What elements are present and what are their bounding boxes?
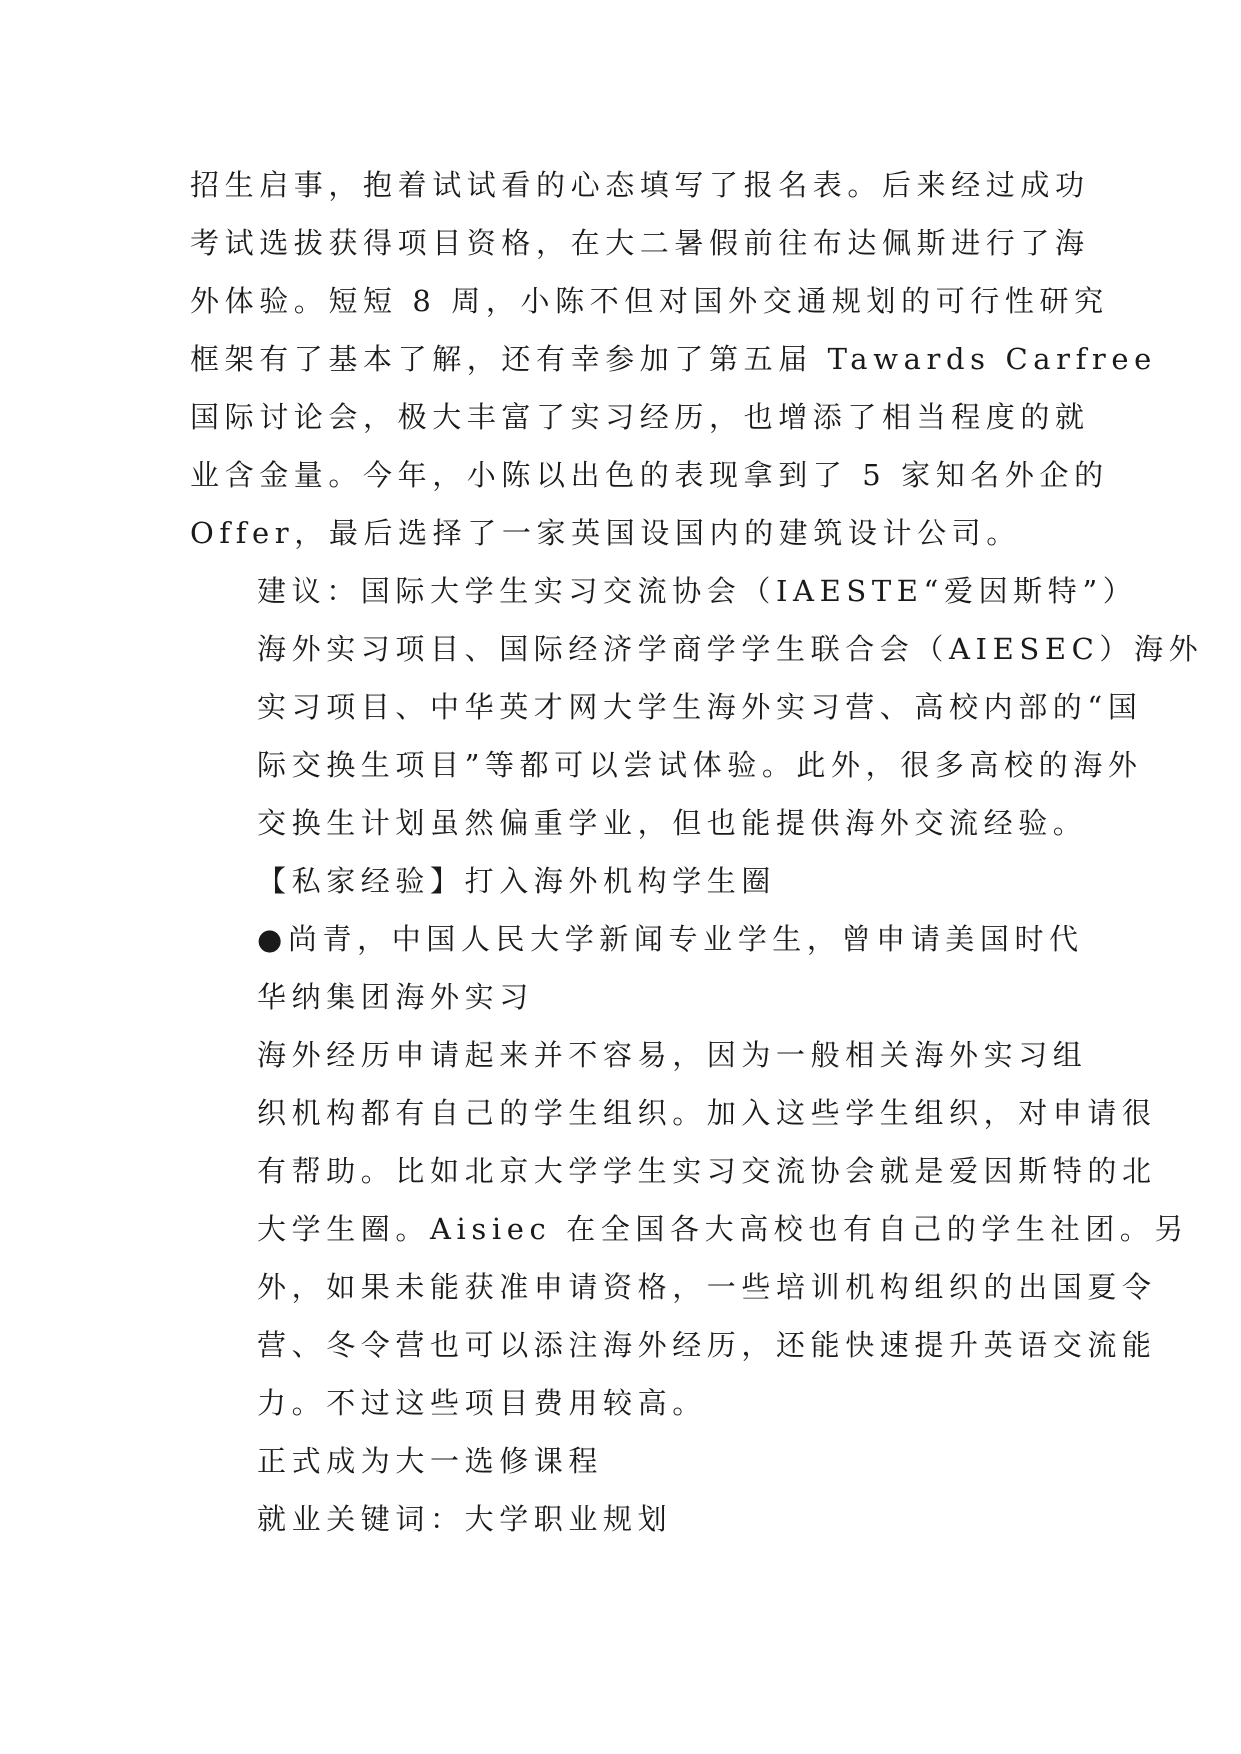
text-line: 营、冬令营也可以添注海外经历，还能快速提升英语交流能 — [257, 1328, 1157, 1362]
text-line: 就业关键词：大学职业规划 — [257, 1502, 673, 1536]
text-line: 建议：国际大学生实习交流协会（IAESTE“爱因斯特”） — [257, 574, 1138, 608]
paragraph-profile — [190, 910, 1084, 1026]
paragraph-experience — [190, 1026, 1189, 1432]
text-line: 国际讨论会，极大丰富了实习经历，也增添了相当程度的就 — [190, 400, 1090, 434]
text-line: 华纳集团海外实习 — [257, 980, 534, 1014]
section-keyword — [190, 1490, 1070, 1548]
text-line: 海外经历申请起来并不容易，因为一般相关海外实习组 — [257, 1038, 1088, 1072]
text-line: 力。不过这些项目费用较高。 — [257, 1386, 707, 1420]
paragraph-suggestion — [190, 562, 1204, 852]
text-line: 【私家经验】打入海外机构学生圈 — [257, 864, 777, 898]
text-line: 际交换生项目”等都可以尝试体验。此外，很多高校的海外 — [257, 748, 1143, 782]
text-line: 实习项目、中华英才网大学生海外实习营、高校内部的“国 — [257, 690, 1143, 724]
text-line: 外，如果未能获准申请资格，一些培训机构组织的出国夏令 — [257, 1270, 1157, 1304]
text-line: 框架有了基本了解，还有幸参加了第五届 Tawards Carfree — [190, 342, 1157, 376]
paragraph-story — [190, 156, 1157, 562]
text-line: 海外实习项目、国际经济学商学学生联合会（AIESEC）海外 — [257, 632, 1204, 666]
text-line: ●尚青，中国人民大学新闻专业学生，曾申请美国时代 — [257, 922, 1084, 956]
text-line: 正式成为大一选修课程 — [257, 1444, 604, 1478]
text-line: 招生启事，抱着试试看的心态填写了报名表。后来经过成功 — [190, 168, 1090, 202]
text-line: 大学生圈。Aisiec 在全国各大高校也有自己的学生社团。另 — [257, 1212, 1189, 1246]
document-body — [190, 156, 1204, 1548]
text-line: 有帮助。比如北京大学学生实习交流协会就是爱因斯特的北 — [257, 1154, 1157, 1188]
text-line: 业含金量。今年，小陈以出色的表现拿到了 5 家知名外企的 — [190, 458, 1109, 492]
text-line: 考试选拔获得项目资格，在大二暑假前往布达佩斯进行了海 — [190, 226, 1090, 260]
text-line: Offer，最后选择了一家英国设国内的建筑设计公司。 — [190, 516, 1021, 550]
text-line: 交换生计划虽然偏重学业，但也能提供海外交流经验。 — [257, 806, 1088, 840]
text-line: 织机构都有自己的学生组织。加入这些学生组织，对申请很 — [257, 1096, 1157, 1130]
text-line: 外体验。短短 8 周，小陈不但对国外交通规划的可行性研究 — [190, 284, 1109, 318]
section-heading-private-experience — [190, 852, 1070, 910]
section-heading-course — [190, 1432, 1070, 1490]
